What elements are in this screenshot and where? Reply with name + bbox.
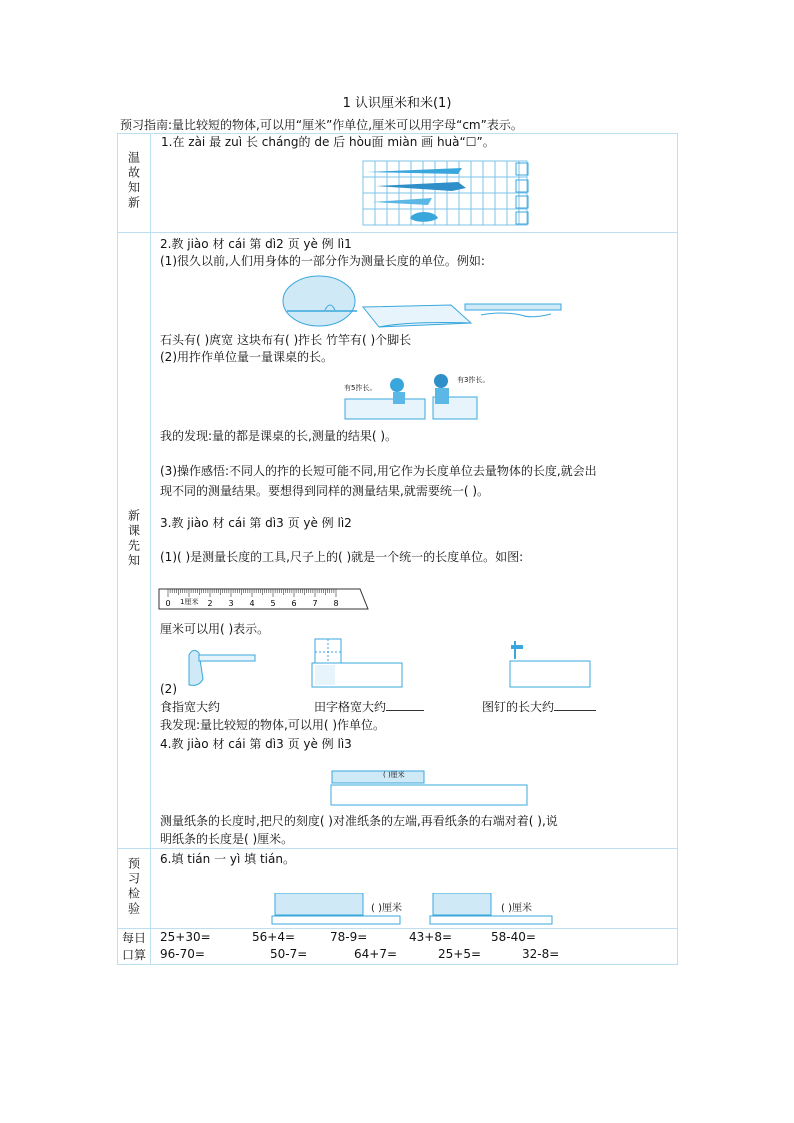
q3-finding: 我发现:量比较短的物体,可以用( )作单位。 xyxy=(160,718,386,732)
body-measure-picture xyxy=(275,275,575,331)
q4-line1: 测量纸条的长度时,把尺的刻度( )对准纸条的左端,再看纸条的右端对着( ),说 xyxy=(160,814,558,828)
grid-width-label: 田字格宽大约 xyxy=(314,700,424,715)
daily-row xyxy=(118,929,678,965)
ruler-tick-label: 6 xyxy=(291,599,297,608)
check-label: 预习检验 xyxy=(126,856,141,917)
check-blank-1: ( )厘米 xyxy=(371,903,402,914)
q2-part1: (1)很久以前,人们用身体的一部分作为测量长度的单位。例如: xyxy=(160,254,485,268)
new-lesson-row xyxy=(118,233,678,849)
check-content xyxy=(151,849,678,929)
ruler-tick-label: 4 xyxy=(249,599,255,608)
preview-guide: 预习指南:量比较短的物体,可以用“厘米”作单位,厘米可以用字母“cm”表示。 xyxy=(120,118,523,132)
q3-part1: (1)( )是测量长度的工具,尺子上的( )就是一个统一的长度单位。如图: xyxy=(160,550,524,564)
pin-ruler-picture xyxy=(509,639,593,689)
new-label-cell xyxy=(118,233,151,849)
q2-fill-blanks: 石头有( )庹宽 这块布有( )拃长 竹竿有( )个脚长 xyxy=(160,333,412,347)
daily-label-cell xyxy=(118,929,151,965)
strip-ruler-picture xyxy=(330,770,530,806)
check-label-cell xyxy=(118,849,151,929)
ruler-unit-label: 1厘米 xyxy=(180,598,199,606)
q2-finding: 我的发现:量的都是课桌的长,测量的结果( )。 xyxy=(160,429,398,443)
new-label: 新课先知 xyxy=(126,508,141,569)
q2-part3-line1: (3)操作感悟:不同人的拃的长短可能不同,用它作为长度单位去量物体的长度,就会出 xyxy=(160,464,597,478)
daily-row2-2: 50-7= xyxy=(270,947,308,961)
grid-ruler-picture xyxy=(311,637,405,689)
daily-row1-2: 56+4= xyxy=(252,930,296,944)
daily-row1-5: 58-40= xyxy=(491,930,536,944)
review-label-cell xyxy=(118,134,151,233)
daily-content xyxy=(151,929,678,965)
review-question-1: 1.在 zài 最 zuì 长 cháng的 de 后 hòu面 miàn 画 huà“☐”。 xyxy=(161,135,495,149)
daily-row2-1: 96-70= xyxy=(160,947,205,961)
daily-row1-1: 25+30= xyxy=(160,930,211,944)
q3-cm-symbol: 厘米可以用( )表示。 xyxy=(160,622,270,636)
pin-length-label: 图钉的长大约 xyxy=(482,700,596,715)
q2-part2: (2)用拃作单位量一量课桌的长。 xyxy=(160,350,333,364)
q4-line2: 明纸条的长度是( )厘米。 xyxy=(160,832,294,846)
daily-row2-3: 64+7= xyxy=(354,947,398,961)
page-title: 1 认识厘米和米(1) xyxy=(342,96,452,111)
check-row xyxy=(118,849,678,929)
new-content xyxy=(151,233,678,849)
q3-heading: 3.教 jiào 材 cái 第 dì3 页 yè 例 lì2 xyxy=(160,516,352,530)
worksheet-table xyxy=(117,133,678,965)
q4-heading: 4.教 jiào 材 cái 第 dì3 页 yè 例 lì3 xyxy=(160,737,352,751)
daily-row2-5: 32-8= xyxy=(522,947,560,961)
ruler-tick-label: 3 xyxy=(228,599,234,608)
daily-row2-4: 25+5= xyxy=(438,947,482,961)
bubble-left: 有5拃长。 xyxy=(344,384,377,392)
review-label: 温故知新 xyxy=(126,151,141,211)
q6-heading: 6.填 tián 一 yì 填 tián。 xyxy=(160,852,295,866)
ruler-tick-label: 2 xyxy=(207,599,213,608)
daily-label: 每日口算 xyxy=(121,930,146,962)
q3-part2: (2) xyxy=(160,682,177,696)
finger-width-label: 食指宽大约 xyxy=(160,700,221,714)
ruler-tick-label: 0 xyxy=(165,599,171,608)
finger-picture xyxy=(179,645,259,689)
q2-heading: 2.教 jiào 材 cái 第 dì2 页 yè 例 lì1 xyxy=(160,237,352,251)
bubble-right: 有3拃长。 xyxy=(457,376,490,384)
q2-part3-line2: 现不同的测量结果。要想得到同样的测量结果,就需要统一( )。 xyxy=(160,484,489,498)
daily-row1-3: 78-9= xyxy=(330,930,368,944)
ruler-tick-label: 8 xyxy=(333,599,339,608)
check-ruler-2 xyxy=(429,893,555,925)
ruler-tick-label: 7 xyxy=(312,599,318,608)
review-row xyxy=(118,134,678,233)
ruler-tick-label: 5 xyxy=(270,599,276,608)
answer-boxes xyxy=(515,161,531,227)
daily-row1-4: 43+8= xyxy=(409,930,453,944)
review-content xyxy=(151,134,678,233)
check-blank-2: ( )厘米 xyxy=(501,903,532,914)
strip-length-label: ( )厘米 xyxy=(383,771,405,779)
